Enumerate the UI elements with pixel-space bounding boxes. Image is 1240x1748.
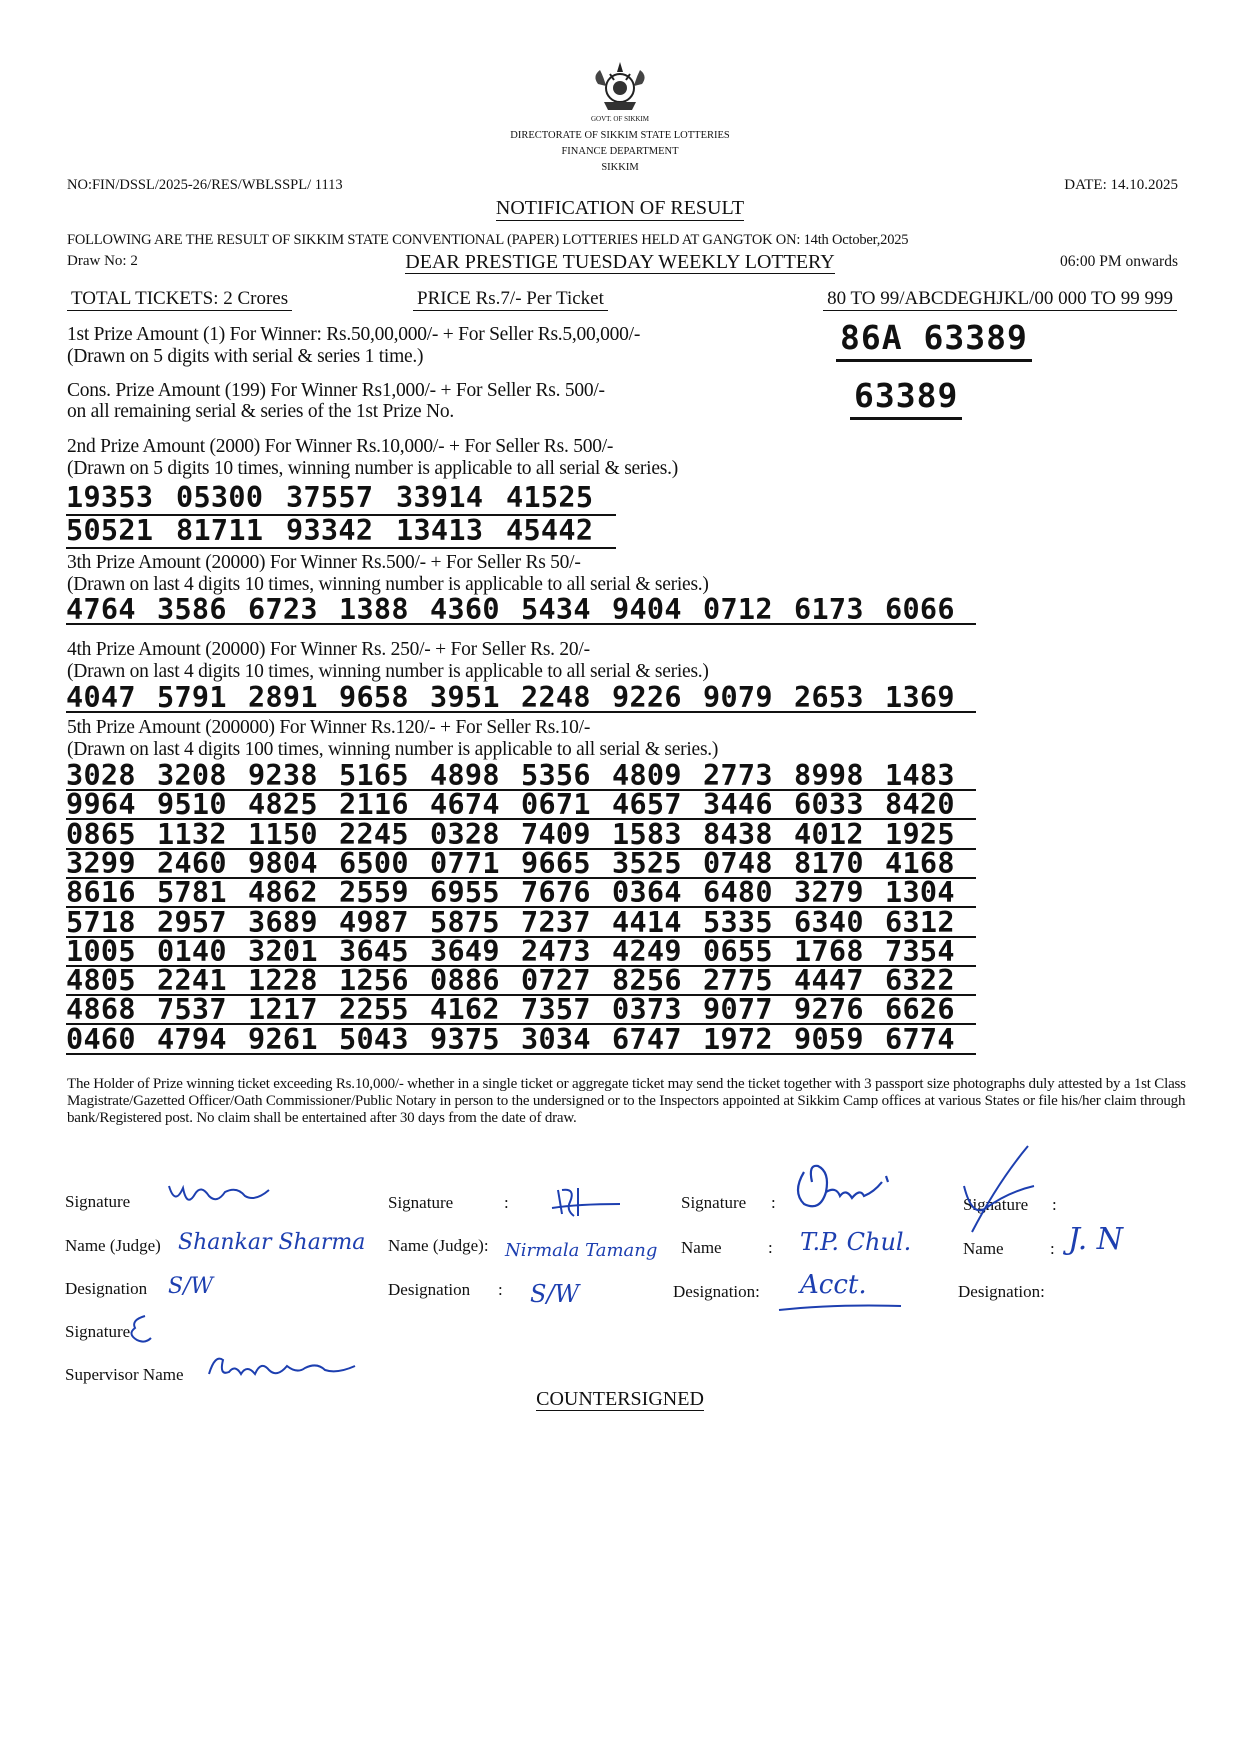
winning-number: 81711 bbox=[176, 514, 286, 549]
winning-number: 2473 bbox=[521, 938, 612, 967]
winning-number: 4987 bbox=[339, 909, 430, 938]
col2-designation-colon: : bbox=[498, 1280, 503, 1299]
winning-number: 4657 bbox=[612, 791, 703, 820]
winning-number: 19353 bbox=[66, 481, 176, 516]
col1-name-label: Name (Judge) bbox=[65, 1236, 161, 1255]
winning-number: 4862 bbox=[248, 879, 339, 908]
winning-number: 3299 bbox=[66, 850, 157, 879]
department-title: FINANCE DEPARTMENT bbox=[561, 146, 679, 157]
winning-number: 7676 bbox=[521, 879, 612, 908]
winning-number: 1005 bbox=[66, 938, 157, 967]
winning-number: 37557 bbox=[286, 481, 396, 516]
col3-underline-stroke bbox=[775, 1300, 905, 1314]
number-row bbox=[66, 905, 976, 939]
prize2-line1: 2nd Prize Amount (2000) For Winner Rs.10,000/- + For Seller Rs. 500/- bbox=[67, 436, 614, 457]
winning-number: 2241 bbox=[157, 967, 248, 996]
winning-number: 7537 bbox=[157, 996, 248, 1025]
winning-number: 4012 bbox=[794, 821, 885, 850]
winning-number: 0460 bbox=[66, 1026, 157, 1055]
col3-designation-label: Designation: bbox=[673, 1282, 760, 1301]
winning-number: 0727 bbox=[521, 967, 612, 996]
supervisor-name-label: Supervisor Name bbox=[65, 1365, 184, 1384]
winning-number: 3525 bbox=[612, 850, 703, 879]
number-row bbox=[66, 817, 976, 851]
winning-number: 2460 bbox=[157, 850, 248, 879]
winning-number: 05300 bbox=[176, 481, 286, 516]
winning-number: 9658 bbox=[339, 684, 430, 713]
col3-name-colon: : bbox=[768, 1238, 773, 1257]
notification-title-text: NOTIFICATION OF RESULT bbox=[495, 197, 745, 219]
winning-number: 6500 bbox=[339, 850, 430, 879]
winning-number: 4825 bbox=[248, 791, 339, 820]
winning-number: 5165 bbox=[339, 762, 430, 791]
col3-designation-handwriting: Acct. bbox=[800, 1270, 867, 1300]
sikkim-emblem-icon bbox=[590, 58, 650, 118]
winning-number: 8616 bbox=[66, 879, 157, 908]
winning-number: 6723 bbox=[248, 596, 339, 625]
winning-number: 4898 bbox=[430, 762, 521, 791]
winning-number: 6066 bbox=[885, 596, 976, 625]
winning-number: 1583 bbox=[612, 821, 703, 850]
winning-number: 4249 bbox=[612, 938, 703, 967]
prize3-line2: (Drawn on last 4 digits 10 times, winning number is applicable to all serial & series.) bbox=[67, 574, 709, 595]
winning-number: 45442 bbox=[506, 514, 616, 549]
notification-date: DATE: 14.10.2025 bbox=[1064, 177, 1178, 193]
winning-number: 7354 bbox=[885, 938, 976, 967]
countersigned-label bbox=[0, 1388, 1240, 1411]
lottery-name bbox=[0, 251, 1240, 274]
winning-number: 9964 bbox=[66, 791, 157, 820]
winning-number: 6340 bbox=[794, 909, 885, 938]
winning-number: 4162 bbox=[430, 996, 521, 1025]
winning-number: 2248 bbox=[521, 684, 612, 713]
winning-number: 3649 bbox=[430, 938, 521, 967]
winning-number: 4805 bbox=[66, 967, 157, 996]
col4-name-colon: : bbox=[1050, 1239, 1055, 1258]
winning-number: 6955 bbox=[430, 879, 521, 908]
notification-title bbox=[0, 197, 1240, 220]
ticket-info-row bbox=[67, 285, 1177, 313]
claim-instructions: The Holder of Prize winning ticket exceeding Rs.10,000/- whether in a single ticket or aggregate ticket may send the ticket together with 3 passport size photographs duly attested by a 1st Class Magistrate/Gazetted Officer/Oath Commissioner/Public Notary in person to the undersigned or to the Inspectors appointed at Sikkim Camp offices at various States or file his/her claim through bank/Registered post. No claim shall be entertained after 30 days from the date of draw. bbox=[67, 1076, 1186, 1126]
winning-number: 1483 bbox=[885, 762, 976, 791]
prize5-line2: (Drawn on last 4 digits 100 times, winning number is applicable to all serial & series.) bbox=[67, 739, 719, 760]
winning-number: 6312 bbox=[885, 909, 976, 938]
number-row bbox=[66, 593, 976, 626]
draw-number: Draw No: 2 bbox=[67, 253, 138, 269]
winning-number: 8998 bbox=[794, 762, 885, 791]
winning-number: 6322 bbox=[885, 967, 976, 996]
winning-number: 8256 bbox=[612, 967, 703, 996]
col3-signature-colon: : bbox=[771, 1193, 776, 1212]
winning-number: 0655 bbox=[703, 938, 794, 967]
number-row bbox=[66, 934, 976, 968]
winning-number: 3034 bbox=[521, 1026, 612, 1055]
col1-signature-scribble bbox=[165, 1178, 275, 1210]
govt-label: GOVT. OF SIKKIM bbox=[590, 115, 649, 123]
col2-name-label: Name (Judge): bbox=[388, 1236, 489, 1255]
prize2-line2: (Drawn on 5 digits 10 times, winning number is applicable to all serial & series.) bbox=[67, 458, 678, 479]
winning-number: 3689 bbox=[248, 909, 339, 938]
cons-prize-line2: on all remaining serial & series of the 1st Prize No. bbox=[67, 401, 454, 422]
winning-number: 1768 bbox=[794, 938, 885, 967]
winning-number: 4414 bbox=[612, 909, 703, 938]
cons-prize-number: 63389 bbox=[850, 376, 962, 420]
winning-number: 3645 bbox=[339, 938, 430, 967]
col2-signature-colon: : bbox=[504, 1193, 509, 1212]
winning-number: 93342 bbox=[286, 514, 396, 549]
ticket-price: PRICE Rs.7/- Per Ticket bbox=[413, 288, 608, 311]
following-statement: FOLLOWING ARE THE RESULT OF SIKKIM STATE CONVENTIONAL (PAPER) LOTTERIES HELD AT GANGTOK ON: 14th October,2025 bbox=[67, 232, 909, 248]
winning-number: 7237 bbox=[521, 909, 612, 938]
winning-number: 4764 bbox=[66, 596, 157, 625]
winning-number: 2245 bbox=[339, 821, 430, 850]
winning-number: 4047 bbox=[66, 684, 157, 713]
cons-prize-line1: Cons. Prize Amount (199) For Winner Rs1,000/- + For Seller Rs. 500/- bbox=[67, 380, 605, 401]
winning-number: 2891 bbox=[248, 684, 339, 713]
winning-number: 7409 bbox=[521, 821, 612, 850]
first-prize-number: 86A 63389 bbox=[836, 318, 1032, 362]
lottery-name-text: DEAR PRESTIGE TUESDAY WEEKLY LOTTERY bbox=[405, 251, 835, 273]
winning-number: 2773 bbox=[703, 762, 794, 791]
winning-number: 8170 bbox=[794, 850, 885, 879]
winning-number: 9261 bbox=[248, 1026, 339, 1055]
winning-number: 4360 bbox=[430, 596, 521, 625]
col1-designation-label: Designation bbox=[65, 1279, 148, 1298]
col4-name-label: Name bbox=[963, 1239, 1004, 1258]
winning-number: 4168 bbox=[885, 850, 976, 879]
winning-number: 1304 bbox=[885, 879, 976, 908]
winning-number: 4794 bbox=[157, 1026, 248, 1055]
prize1-line1: 1st Prize Amount (1) For Winner: Rs.50,00,000/- + For Seller Rs.5,00,000/- bbox=[67, 324, 641, 345]
winning-number: 9375 bbox=[430, 1026, 521, 1055]
col3-name-label: Name bbox=[681, 1238, 722, 1257]
col4-signature-scribble bbox=[958, 1142, 1038, 1238]
col3-name-handwriting: T.P. Chul. bbox=[800, 1228, 912, 1256]
directorate-title: DIRECTORATE OF SIKKIM STATE LOTTERIES bbox=[510, 130, 730, 141]
col1-name-handwriting: Shankar Sharma bbox=[178, 1230, 366, 1255]
col2-signature-label: Signature bbox=[388, 1193, 454, 1212]
winning-number: 1972 bbox=[703, 1026, 794, 1055]
prize5-line1: 5th Prize Amount (200000) For Winner Rs.120/- + For Seller Rs.10/- bbox=[67, 717, 591, 738]
winning-number: 9804 bbox=[248, 850, 339, 879]
col1-signature-label: Signature bbox=[65, 1192, 131, 1211]
winning-number: 5791 bbox=[157, 684, 248, 713]
winning-number: 7357 bbox=[521, 996, 612, 1025]
winning-number: 5781 bbox=[157, 879, 248, 908]
winning-number: 6774 bbox=[885, 1026, 976, 1055]
winning-number: 0748 bbox=[703, 850, 794, 879]
winning-number: 3446 bbox=[703, 791, 794, 820]
winning-number: 2653 bbox=[794, 684, 885, 713]
winning-number: 9665 bbox=[521, 850, 612, 879]
winning-number: 5356 bbox=[521, 762, 612, 791]
winning-number: 1150 bbox=[248, 821, 339, 850]
winning-number: 50521 bbox=[66, 514, 176, 549]
col2-designation-handwriting: S/W bbox=[530, 1280, 580, 1308]
draw-time: 06:00 PM onwards bbox=[1060, 253, 1178, 270]
winning-number: 1925 bbox=[885, 821, 976, 850]
winning-number: 0886 bbox=[430, 967, 521, 996]
winning-number: 3586 bbox=[157, 596, 248, 625]
supervisor-name-scribble bbox=[205, 1350, 365, 1386]
number-row bbox=[66, 876, 976, 910]
winning-number: 3208 bbox=[157, 762, 248, 791]
winning-number: 9079 bbox=[703, 684, 794, 713]
col3-signature-label: Signature bbox=[681, 1193, 747, 1212]
winning-number: 3201 bbox=[248, 938, 339, 967]
winning-number: 3028 bbox=[66, 762, 157, 791]
col2-signature-scribble bbox=[548, 1180, 628, 1222]
winning-number: 1228 bbox=[248, 967, 339, 996]
winning-number: 9238 bbox=[248, 762, 339, 791]
countersigned-text: COUNTERSIGNED bbox=[536, 1388, 704, 1410]
winning-number: 8438 bbox=[703, 821, 794, 850]
winning-number: 9276 bbox=[794, 996, 885, 1025]
winning-number: 0373 bbox=[612, 996, 703, 1025]
winning-number: 6480 bbox=[703, 879, 794, 908]
col1-designation-handwriting: S/W bbox=[168, 1274, 214, 1299]
number-row bbox=[66, 993, 976, 1027]
winning-number: 6747 bbox=[612, 1026, 703, 1055]
winning-number: 2559 bbox=[339, 879, 430, 908]
number-row bbox=[66, 846, 976, 880]
winning-number: 0140 bbox=[157, 938, 248, 967]
winning-number: 3279 bbox=[794, 879, 885, 908]
winning-number: 5043 bbox=[339, 1026, 430, 1055]
winning-number: 0364 bbox=[612, 879, 703, 908]
state-title: SIKKIM bbox=[601, 162, 639, 173]
winning-number: 2957 bbox=[157, 909, 248, 938]
winning-number: 9077 bbox=[703, 996, 794, 1025]
winning-number: 9226 bbox=[612, 684, 703, 713]
col4-designation-label: Designation: bbox=[958, 1282, 1045, 1301]
winning-number: 6626 bbox=[885, 996, 976, 1025]
winning-number: 1132 bbox=[157, 821, 248, 850]
col4-signature-colon: : bbox=[1052, 1195, 1057, 1214]
number-row bbox=[66, 681, 976, 714]
total-tickets: TOTAL TICKETS: 2 Crores bbox=[67, 288, 292, 311]
winning-number: 9059 bbox=[794, 1026, 885, 1055]
number-row bbox=[66, 514, 616, 549]
supervisor-signature-label: Signature bbox=[65, 1322, 131, 1341]
winning-number: 3951 bbox=[430, 684, 521, 713]
col3-signature-scribble bbox=[790, 1152, 900, 1216]
winning-number: 1388 bbox=[339, 596, 430, 625]
winning-number: 41525 bbox=[506, 481, 616, 516]
number-row bbox=[66, 788, 976, 822]
winning-number: 6173 bbox=[794, 596, 885, 625]
winning-number: 2116 bbox=[339, 791, 430, 820]
winning-number: 5434 bbox=[521, 596, 612, 625]
number-row bbox=[66, 481, 616, 516]
number-row bbox=[66, 964, 976, 998]
winning-number: 1217 bbox=[248, 996, 339, 1025]
supervisor-signature-scribble bbox=[125, 1312, 155, 1348]
winning-number: 5335 bbox=[703, 909, 794, 938]
col2-name-handwriting: Nirmala Tamang bbox=[505, 1240, 658, 1261]
winning-number: 33914 bbox=[396, 481, 506, 516]
winning-number: 5875 bbox=[430, 909, 521, 938]
winning-number: 4868 bbox=[66, 996, 157, 1025]
winning-number: 0671 bbox=[521, 791, 612, 820]
winning-number: 9510 bbox=[157, 791, 248, 820]
winning-number: 6033 bbox=[794, 791, 885, 820]
winning-number: 2255 bbox=[339, 996, 430, 1025]
winning-number: 1369 bbox=[885, 684, 976, 713]
winning-number: 5718 bbox=[66, 909, 157, 938]
winning-number: 8420 bbox=[885, 791, 976, 820]
winning-number: 2775 bbox=[703, 967, 794, 996]
winning-number: 9404 bbox=[612, 596, 703, 625]
series-range: 80 TO 99/ABCDEGHJKL/00 000 TO 99 999 bbox=[823, 288, 1177, 311]
winning-number: 0328 bbox=[430, 821, 521, 850]
reference-number: NO:FIN/DSSL/2025-26/RES/WBLSSPL/ 1113 bbox=[67, 177, 343, 193]
winning-number: 13413 bbox=[396, 514, 506, 549]
col4-name-handwriting: J. N bbox=[1068, 1222, 1124, 1257]
col4-signature-label: Signature bbox=[963, 1195, 1029, 1214]
prize4-line1: 4th Prize Amount (20000) For Winner Rs. 250/- + For Seller Rs. 20/- bbox=[67, 639, 590, 660]
winning-number: 0771 bbox=[430, 850, 521, 879]
winning-number: 0712 bbox=[703, 596, 794, 625]
number-row bbox=[66, 1022, 976, 1056]
winning-number: 4447 bbox=[794, 967, 885, 996]
winning-number: 0865 bbox=[66, 821, 157, 850]
number-row bbox=[66, 759, 976, 792]
prize1-line2: (Drawn on 5 digits with serial & series 1 time.) bbox=[67, 346, 424, 367]
winning-number: 4674 bbox=[430, 791, 521, 820]
col2-designation-label: Designation bbox=[388, 1280, 471, 1299]
prize4-line2: (Drawn on last 4 digits 10 times, winning number is applicable to all serial & series.) bbox=[67, 661, 709, 682]
winning-number: 4809 bbox=[612, 762, 703, 791]
winning-number: 1256 bbox=[339, 967, 430, 996]
prize3-line1: 3th Prize Amount (20000) For Winner Rs.500/- + For Seller Rs 50/- bbox=[67, 552, 581, 573]
